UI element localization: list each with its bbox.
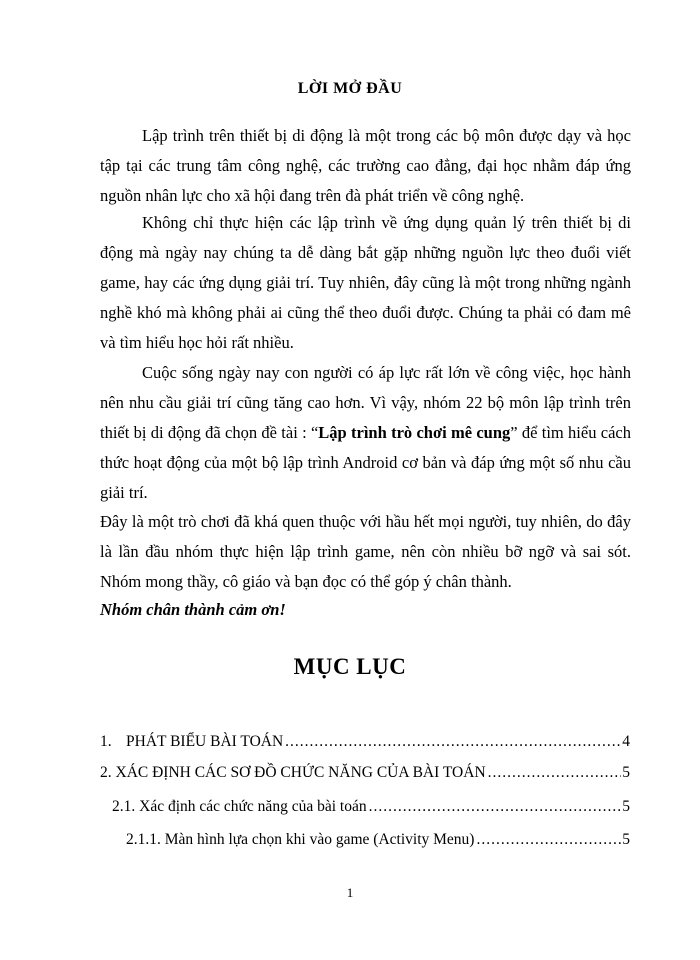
intro-paragraph-1: Lập trình trên thiết bị di động là một trong các bộ môn được dạy và học tập tại các trung tâm công nghệ, các trường cao đẳng, đại học nhằm đáp ứng nguồn nhân lực cho xã hội đang trên đà phát triển về công nghệ. <box>100 126 631 205</box>
intro-paragraph-2: Không chỉ thực hiện các lập trình về ứng dụng quản lý trên thiết bị di động mà ngày nay chúng ta dễ dàng bắt gặp những nguồn lực theo đuổi viết game, hay các ứng dụng giải trí. Tuy nhiên, đây cũng là một trong những ngành nghề khó mà không phải ai cũng thể theo đuổi được. Chúng ta phải có đam mê và tìm hiểu học hỏi rất nhiều. <box>100 213 631 352</box>
toc-entry-2[interactable] <box>100 762 630 784</box>
toc-leader-dots <box>476 829 621 851</box>
toc-entry-2-1[interactable] <box>112 796 630 818</box>
intro-heading: LỜI MỞ ĐẦU <box>297 80 403 97</box>
thanks-line: Nhóm chân thành cảm ơn! <box>100 600 286 619</box>
toc-leader-dots <box>285 731 621 753</box>
paragraph-3-text-after: ” để tìm hiểu cách thức hoạt động của một bộ lập trình Android cơ bản và đáp ứng một số nhu cầu giải trí. <box>100 423 631 502</box>
toc-entry-1[interactable] <box>100 731 630 753</box>
intro-paragraph-3 <box>100 358 631 508</box>
toc-entry-title: 2.1.1. Màn hình lựa chọn khi vào game (Activity Menu) <box>126 831 475 848</box>
intro-paragraph-4: Đây là một trò chơi đã khá quen thuộc với hầu hết mọi người, tuy nhiên, do đây là lần đầu nhóm thực hiện lập trình game, nên còn nhiều bỡ ngỡ và sai sót. Nhóm mong thầy, cô giáo và bạn đọc có thể góp ý chân thành. <box>100 512 631 591</box>
project-title: Lập trình trò chơi mê cung <box>318 423 511 442</box>
page-number: 1 <box>346 885 354 900</box>
toc-entry-2-1-1[interactable] <box>126 829 630 851</box>
toc-heading: MỤC LỤC <box>293 654 407 679</box>
paragraph-3-text-before: Cuộc sống ngày nay con người có áp lực rất lớn về công việc, học hành nên nhu cầu giải trí cũng tăng cao hơn. Vì vậy, nhóm 22 bộ môn lập trình trên thiết bị di động đã chọn đề tài : “ <box>100 363 631 442</box>
toc-entry-page: 5 <box>622 764 630 781</box>
toc-entry-title: 2.1. Xác định các chức năng của bài toán <box>112 798 367 815</box>
toc-leader-dots <box>488 762 622 784</box>
toc-entry-page: 5 <box>622 798 630 815</box>
toc-entry-number: 1. <box>100 733 112 750</box>
toc-entry-page: 4 <box>622 733 630 750</box>
toc-leader-dots <box>369 796 622 818</box>
toc-entry-page: 5 <box>622 831 630 848</box>
toc-entry-title: 1. PHÁT BIỂU BÀI TOÁN <box>100 731 285 753</box>
toc-entry-title: 2. XÁC ĐỊNH CÁC SƠ ĐỒ CHỨC NĂNG CỦA BÀI TOÁN <box>100 764 486 781</box>
